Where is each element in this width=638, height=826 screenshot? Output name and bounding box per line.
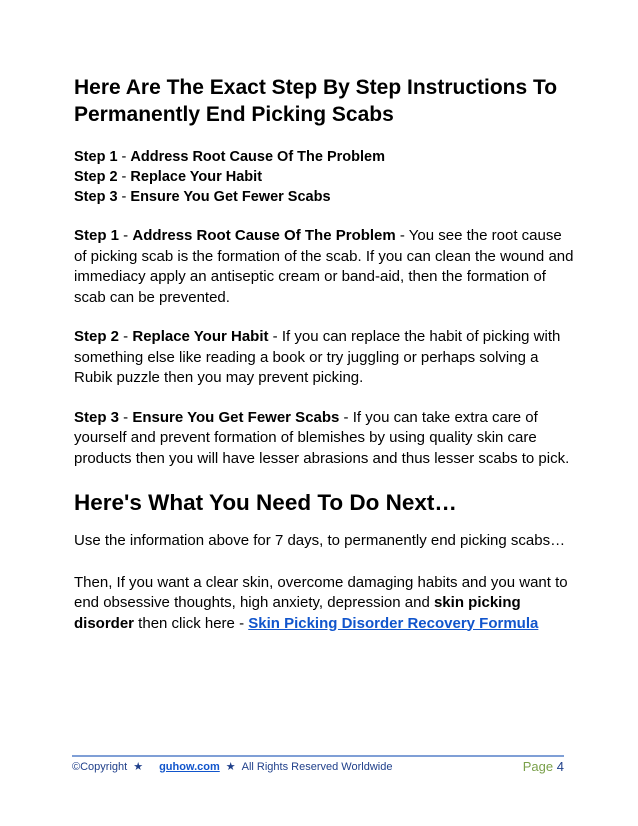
step-label: Step 1	[74, 227, 120, 244]
step-3-detail	[74, 408, 574, 470]
page-content	[74, 74, 574, 634]
summary-step-label: Step 3	[74, 189, 118, 205]
summary-separator: -	[117, 189, 131, 205]
step-title: Address Root Cause Of The Problem	[132, 227, 396, 244]
site-link[interactable]: guhow.com	[159, 760, 220, 773]
step-separator: -	[119, 227, 133, 244]
summary-step-3	[74, 187, 574, 207]
summary-step-1	[74, 147, 574, 167]
star-icon: ★	[225, 761, 236, 773]
page-number-value: 4	[556, 759, 564, 774]
step-separator: -	[119, 408, 133, 426]
next-text: Then, If you want a clear skin, overcome damaging habits and you want to end obsessive thoughts, high anxiety, depression and	[74, 573, 568, 611]
star-icon: ★	[133, 761, 144, 773]
page-heading: Here Are The Exact Step By Step Instructions To Permanently End Picking Scabs	[74, 76, 558, 126]
next-after-text: then click here -	[134, 614, 249, 632]
step-text: - You see the root cause of picking scab is the formation of the scab. If you can clean the wound and immediacy apply an antiseptic cream or band-aid, then the formation of scab can be prevented.	[74, 227, 574, 306]
summary-step-title: Replace Your Habit	[130, 169, 263, 185]
step-2-detail	[74, 327, 574, 389]
next-paragraph-2	[74, 573, 574, 635]
steps-summary	[74, 147, 574, 207]
page-label: Page	[522, 759, 554, 774]
summary-separator: -	[117, 149, 131, 165]
page-number	[523, 759, 564, 774]
copyright-text: ©Copyright	[72, 760, 128, 773]
summary-step-label: Step 1	[74, 149, 118, 165]
step-label: Step 2	[74, 328, 120, 345]
step-title: Replace Your Habit	[132, 328, 269, 345]
step-1-detail	[74, 226, 574, 308]
recovery-formula-link[interactable]: Skin Picking Disorder Recovery Formula	[248, 614, 539, 632]
rights-text: All Rights Reserved Worldwide	[241, 760, 393, 773]
next-paragraph-1: Use the information above for 7 days, to permanently end picking scabs…	[74, 532, 566, 549]
step-separator: -	[119, 328, 133, 345]
summary-step-label: Step 2	[74, 169, 118, 185]
step-text: - If you can take extra care of yourself and prevent formation of blemishes by using quality skin care products then you will have lesser abrasions and thus lesser scabs to pick.	[74, 408, 570, 467]
summary-step-title: Address Root Cause Of The Problem	[130, 149, 386, 165]
summary-separator: -	[117, 169, 131, 185]
next-heading: Here's What You Need To Do Next…	[74, 490, 457, 515]
next-bold-text: skin picking disorder	[74, 594, 521, 632]
summary-step-title: Ensure You Get Fewer Scabs	[130, 189, 331, 205]
step-text: - If you can replace the habit of picking with something else like reading a book or try juggling or perhaps solving a Rubik puzzle then you may prevent picking.	[74, 328, 561, 386]
summary-step-2	[74, 167, 574, 187]
step-label: Step 3	[74, 408, 120, 426]
step-title: Ensure You Get Fewer Scabs	[132, 408, 340, 426]
page-footer	[72, 755, 564, 776]
